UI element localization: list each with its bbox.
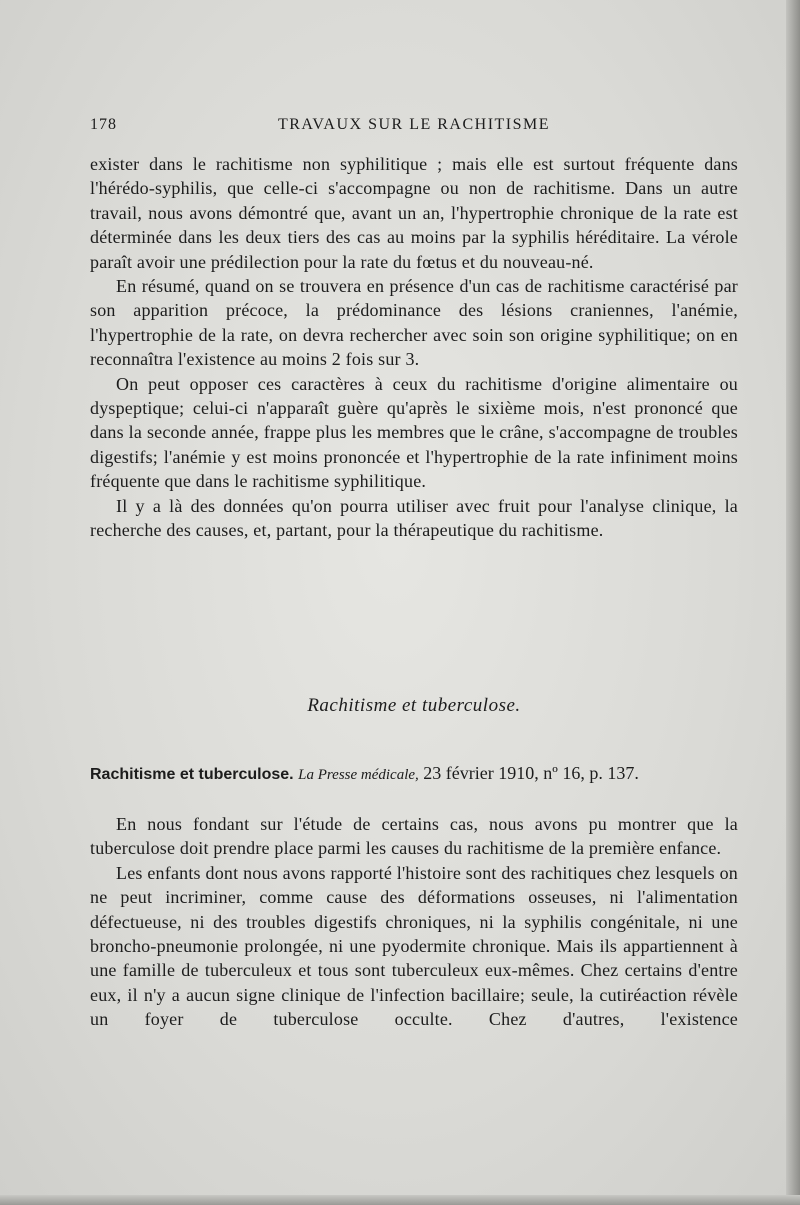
paragraph: En résumé, quand on se trouvera en présence d'un cas de rachitisme caractérisé par son apparition précoce, la prédominance des lésions craniennes, l'anémie, l'hypertrophie de la rate, on devra rechercher avec soin son origine syphilitique; on en reconnaîtra l'existence au moins 2 fois sur 3. — [90, 276, 738, 370]
running-head: TRAVAUX SUR LE RACHITISME — [277, 116, 551, 133]
section-title: Rachitisme et tuberculose. — [307, 695, 521, 716]
paragraph: Les enfants dont nous avons rapporté l'histoire sont des rachitiques chez lesquels on ne peut incriminer, comme cause des déformations osseuses, ni l'alimentation défectueuse, ni des troubles digestifs chroniques, ni la syphilis congénitale, ni une broncho-pneumonie prolongée, ni une pyodermite chronique. Mais ils appartiennent à une famille de tuberculeux et tous sont tuberculeux eux-mêmes. Chez certains d'entre eux, il n'y a aucun signe clinique de l'infection bacillaire; seule, la cutiréaction révèle un foyer de tuberculose occulte. Chez d'autres, l'existence — [90, 862, 738, 1030]
paragraph: Il y a là des données qu'on pourra utiliser avec fruit pour l'analyse clinique, la recherche des causes, et, partant, pour la thérapeutique du rachitisme. — [90, 495, 738, 541]
paragraph: exister dans le rachitisme non syphilitique ; mais elle est surtout fréquente dans l'hérédo-syphilis, que celle-ci s'accompagne ou non de rachitisme. Dans un autre travail, nous avons démontré que, avant un an, l'hypertrophie chronique de la rate est déterminée dans les deux tiers des cas au moins par la syphilis héréditaire. La vérole paraît avoir une prédilection pour la rate du fœtus et du nouveau-né. — [90, 154, 738, 272]
citation-details: 23 février 1910, nº 16, p. 137. — [423, 763, 639, 783]
citation-title: Rachitisme et tuberculose. — [90, 766, 294, 783]
citation-journal: La Presse médicale, — [298, 767, 419, 783]
page-number: 178 — [90, 116, 117, 133]
paragraph: On peut opposer ces caractères à ceux du rachitisme d'origine alimentaire ou dyspeptique; celui-ci n'apparaît guère qu'après le sixième mois, n'est prononcé que dans la seconde année, frappe plus les membres que le crâne, s'accompagne de troubles digestifs; l'anémie y est moins prononcée et l'hypertrophie de la rate infiniment moins fréquente que dans le rachitisme syphilitique. — [90, 373, 738, 492]
body-text-2 — [90, 812, 738, 1032]
page-edge-shadow — [786, 0, 800, 1205]
paragraph: En nous fondant sur l'étude de certains cas, nous avons pu montrer que la tuberculose doit prendre place parmi les causes du rachitisme de la première enfance. — [90, 814, 738, 859]
page-header — [90, 116, 738, 140]
page-bottom-shadow — [0, 1195, 800, 1205]
body-text — [90, 152, 738, 543]
citation — [90, 763, 738, 784]
